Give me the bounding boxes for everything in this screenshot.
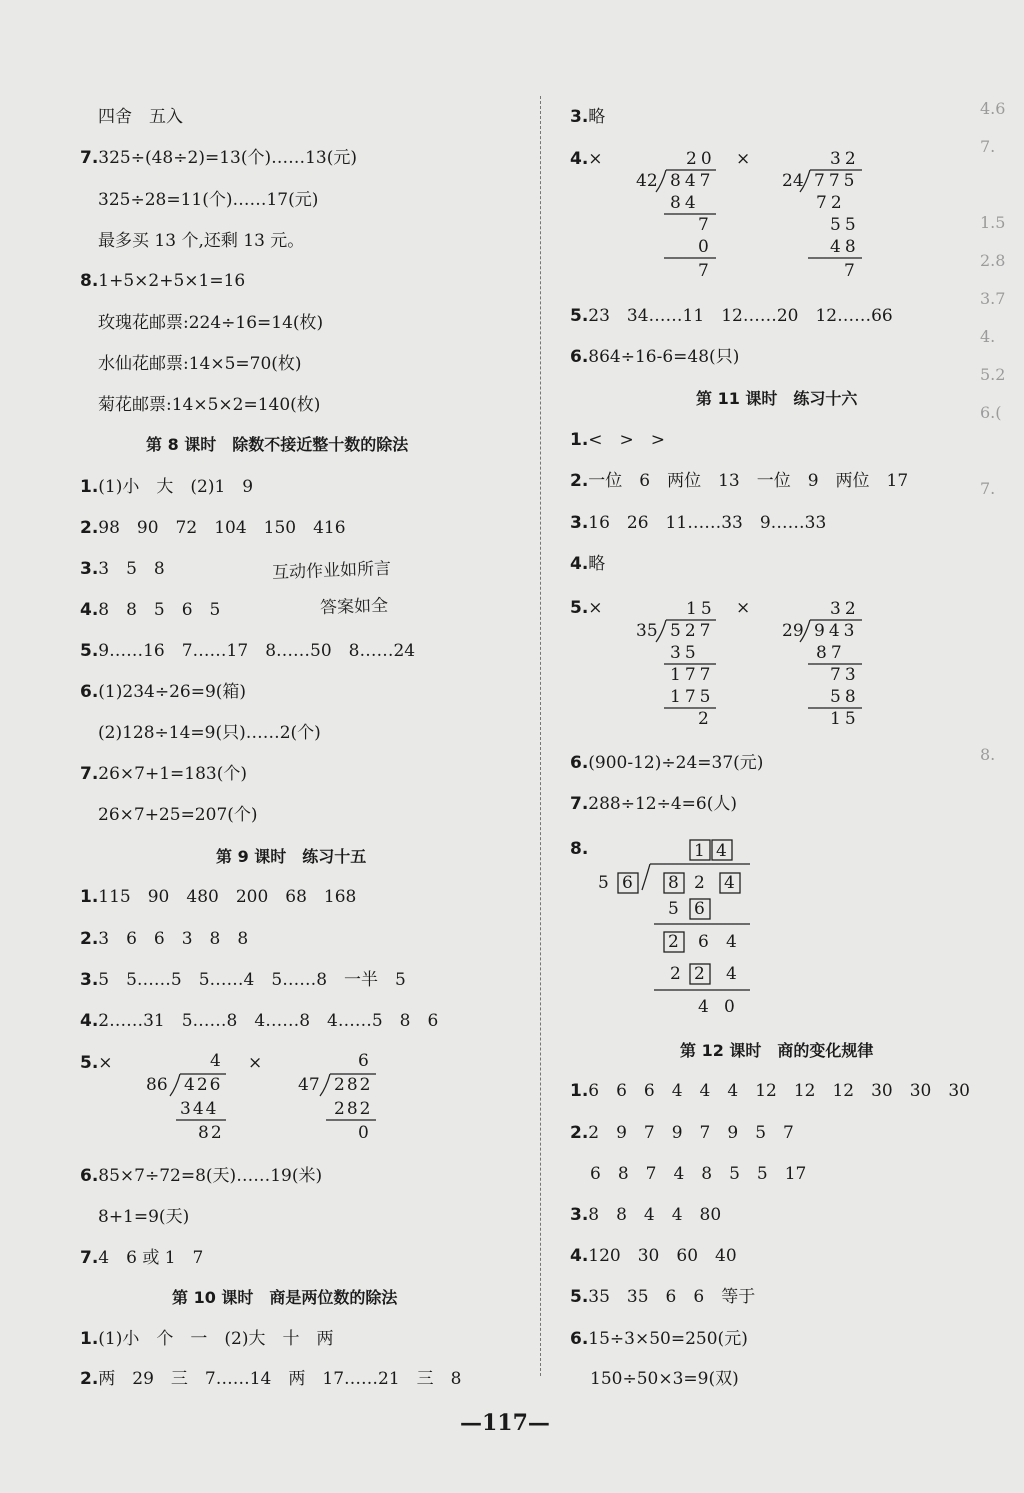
answer-7: 7.26×7+1=183(个) xyxy=(80,764,248,784)
answer-4: 4.8 8 5 6 5 xyxy=(80,600,221,620)
answer-line: 26×7+25=207(个) xyxy=(98,805,258,825)
section-heading: 第 9 课时 练习十五 xyxy=(216,847,367,866)
answer-7: 7.288÷12÷4=6(人) xyxy=(570,794,738,814)
answer-line: 水仙花邮票:14×5=70(枚) xyxy=(98,354,302,374)
answer-6: 6.(1)234÷26=9(箱) xyxy=(80,682,247,702)
answer-line: 玫瑰花邮票:224÷16=14(枚) xyxy=(98,313,324,333)
answer-2: 2.一位 6 两位 13 一位 9 两位 17 xyxy=(570,471,909,491)
section-heading: 第 12 课时 商的变化规律 xyxy=(680,1041,874,1060)
divisor: 86 xyxy=(146,1075,168,1095)
remainder: 7 xyxy=(698,261,709,281)
dividend: 775 xyxy=(814,171,859,191)
answer-line: 8+1=9(天) xyxy=(98,1207,190,1227)
answer-1: 1.(1)小 大 (2)1 9 xyxy=(80,477,254,497)
handwritten-note: 答案如全 xyxy=(319,595,389,619)
dividend: 847 xyxy=(670,171,715,191)
product: 84 xyxy=(670,193,700,213)
svg-text:6: 6 xyxy=(622,873,633,893)
quotient: 20 xyxy=(686,149,716,169)
dividend: 943 xyxy=(814,621,859,641)
answer-3: 3.8 8 4 4 80 xyxy=(570,1205,722,1225)
answer-4: 4.120 30 60 40 xyxy=(570,1246,737,1266)
svg-text:5: 5 xyxy=(598,873,609,893)
answer-5: 5.9……16 7……17 8……50 8……24 xyxy=(80,641,416,661)
answer-7: 7.4 6 或 1 7 xyxy=(80,1248,204,1268)
answer-line: 最多买 13 个,还剩 13 元。 xyxy=(98,231,305,251)
answer-5: 5.× xyxy=(80,1053,113,1073)
quotient: 32 xyxy=(830,149,860,169)
dividend: 426 xyxy=(184,1075,223,1095)
answer-4: 4.2……31 5……8 4……8 4……5 8 6 xyxy=(80,1011,439,1031)
wrong-mark: × xyxy=(736,598,751,618)
bleed-through-margin: 4.6 7. 1.5 2.8 3.7 4. 5.2 6.( 7. 8. xyxy=(980,99,1006,764)
answer-1: 1.115 90 480 200 68 168 xyxy=(80,887,357,907)
divisor: 35 xyxy=(636,621,658,641)
partial: 55 xyxy=(830,215,860,235)
svg-text:4: 4 xyxy=(698,997,709,1017)
quotient: 4 xyxy=(210,1051,221,1071)
remainder: 0 xyxy=(358,1123,369,1143)
product: 87 xyxy=(816,643,846,663)
long-division-4 xyxy=(778,144,878,284)
remainder: 7 xyxy=(844,261,855,281)
svg-text:4: 4 xyxy=(726,964,737,984)
svg-text:6: 6 xyxy=(694,899,705,919)
handwritten-note: 互动作业如所言 xyxy=(271,558,392,584)
answer-2: 2.两 29 三 7……14 两 17……21 三 8 xyxy=(80,1369,462,1389)
product: 72 xyxy=(816,193,846,213)
svg-text:4: 4 xyxy=(726,932,737,952)
svg-text:5: 5 xyxy=(668,899,679,919)
divisor: 29 xyxy=(782,621,804,641)
quotient: 32 xyxy=(830,599,860,619)
svg-text:8: 8 xyxy=(668,873,679,893)
answer-1: 1.(1)小 个 一 (2)大 十 两 xyxy=(80,1329,334,1349)
svg-text:2: 2 xyxy=(694,964,705,984)
answer-4: 4.略 xyxy=(570,554,606,574)
svg-text:2: 2 xyxy=(694,873,705,893)
quotient: 6 xyxy=(358,1051,369,1071)
dividend: 527 xyxy=(670,621,715,641)
wrong-mark: × xyxy=(248,1053,263,1073)
answer-8: 8.1+5×2+5×1=16 xyxy=(80,271,246,291)
product: 0 xyxy=(698,237,709,257)
answer-3: 3.3 5 8 xyxy=(80,559,165,579)
box-division-puzzle xyxy=(590,836,760,1022)
remainder: 82 xyxy=(198,1123,224,1143)
answer-4: 4.× xyxy=(570,149,603,169)
long-division-3 xyxy=(630,144,730,284)
divisor: 42 xyxy=(636,171,658,191)
answer-2: 2.2 9 7 9 7 9 5 7 xyxy=(570,1123,794,1143)
page-number: —117— xyxy=(460,1410,550,1436)
column-divider xyxy=(540,96,542,1376)
dividend: 282 xyxy=(334,1075,373,1095)
answer-2: 2.3 6 6 3 8 8 xyxy=(80,929,249,949)
answer-5: 5.23 34……11 12……20 12……66 xyxy=(570,306,893,326)
svg-text:1: 1 xyxy=(694,841,705,861)
svg-text:0: 0 xyxy=(724,997,735,1017)
svg-text:4: 4 xyxy=(724,873,735,893)
answer-line: (2)128÷14=9(只)……2(个) xyxy=(98,723,321,743)
product: 344 xyxy=(180,1099,219,1119)
svg-text:4: 4 xyxy=(716,841,727,861)
partial: 73 xyxy=(830,665,860,685)
answer-6: 6.864÷16-6=48(只) xyxy=(570,347,740,367)
answer-line: 325÷28=11(个)……17(元) xyxy=(98,190,319,210)
answer-6: 6.(900-12)÷24=37(元) xyxy=(570,753,764,773)
svg-text:2: 2 xyxy=(668,932,679,952)
wrong-mark: × xyxy=(736,149,751,169)
answer-2: 2.98 90 72 104 150 416 xyxy=(80,518,346,538)
answer-line: 四舍 五入 xyxy=(98,107,183,127)
answer-1: 1.< > > xyxy=(570,430,666,450)
section-heading: 第 10 课时 商是两位数的除法 xyxy=(172,1288,398,1307)
divisor: 47 xyxy=(298,1075,320,1095)
answer-1: 1.6 6 6 4 4 4 12 12 12 30 30 30 xyxy=(570,1081,970,1101)
quotient: 15 xyxy=(686,599,716,619)
answer-5: 5.35 35 6 6 等于 xyxy=(570,1287,756,1307)
long-division-1 xyxy=(140,1048,240,1148)
answer-line: 菊花邮票:14×5×2=140(枚) xyxy=(98,395,321,415)
product: 282 xyxy=(334,1099,373,1119)
product: 35 xyxy=(670,643,700,663)
answer-3: 3.16 26 11……33 9……33 xyxy=(570,513,827,533)
product: 48 xyxy=(830,237,860,257)
svg-text:6: 6 xyxy=(698,932,709,952)
product: 58 xyxy=(830,687,860,707)
answer-5: 5.× xyxy=(570,598,603,618)
partial: 7 xyxy=(698,215,709,235)
section-heading: 第 11 课时 练习十六 xyxy=(696,389,858,408)
product: 175 xyxy=(670,687,715,707)
svg-text:2: 2 xyxy=(670,964,681,984)
remainder: 15 xyxy=(830,709,860,729)
answer-6: 6.85×7÷72=8(天)……19(米) xyxy=(80,1166,323,1186)
answer-8: 8. xyxy=(570,839,589,859)
long-division-2 xyxy=(292,1048,392,1148)
answer-line: 150÷50×3=9(双) xyxy=(590,1369,739,1389)
divisor: 24 xyxy=(782,171,804,191)
answer-3: 3.略 xyxy=(570,107,606,127)
long-division-5 xyxy=(630,594,730,734)
remainder: 2 xyxy=(698,709,709,729)
partial: 177 xyxy=(670,665,715,685)
answer-6: 6.15÷3×50=250(元) xyxy=(570,1329,748,1349)
long-division-6 xyxy=(778,594,878,734)
answer-3: 3.5 5……5 5……4 5……8 一半 5 xyxy=(80,970,406,990)
answer-7: 7.325÷(48÷2)=13(个)……13(元) xyxy=(80,148,357,168)
answer-line: 6 8 7 4 8 5 5 17 xyxy=(590,1164,807,1184)
section-heading: 第 8 课时 除数不接近整十数的除法 xyxy=(146,435,409,454)
